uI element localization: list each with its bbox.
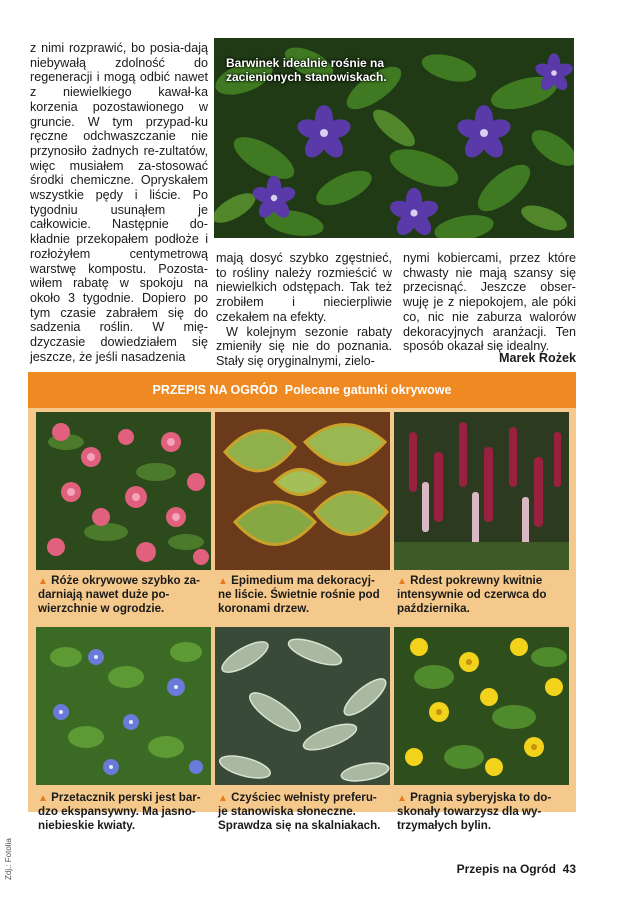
triangle-icon: ▲: [38, 576, 48, 587]
tile-caption: ▲ Rdest pokrewny kwitnie intensywnie od czerwca do października.: [397, 574, 547, 615]
rose-photo: [36, 412, 211, 570]
article-paragraph: z nimi rozprawić, bo posia-dają niebywałą zdolność do regeneracji i mogą odbić nawet z niewielkiego kawał-ka korzenia pozostawionego w gruncie. W tym przypad-ku ręczne odchwaszczanie nie przynosiło żadnych re-zultatów, więc musiałem za-stosować środki chemiczne. Opryskałem wszystkie pędy i liście. Po tygodniu usunąłem je całkowicie. Następnie do-kładnie przekopałem podłoże i rozłożyłem centymetrową warstwę kompostu. Pozosta-wiłem rabatę w spokoju na około 3 tygodnie. Dopiero po tym czasie zabrałem się do sadzenia roślin. W mię-dzyczasie dowiedziałem się jeszcze, że jeśli nasadzenia: [30, 41, 208, 364]
article-column-1: [30, 41, 208, 364]
bistort-photo: [394, 412, 569, 570]
box-header-subtitle: Polecane gatunki okrywowe: [284, 383, 452, 397]
author-name: Marek Rożek: [499, 351, 576, 365]
tile-caption: ▲ Róże okrywowe szybko za-darniają nawet duże po-wierzchnie w ogrodzie.: [38, 574, 200, 615]
photo-credit: Zdj.: Fotolia: [4, 838, 13, 880]
footer-section: Przepis na Ogród: [456, 862, 556, 876]
triangle-icon: ▲: [218, 576, 228, 587]
article-column-3: [403, 251, 576, 354]
article-paragraph: mają dosyć szybko zgęstnieć, to rośliny należy rozmieścić w niewielkich odstępach. Tak też zrobiłem i niecierpliwie czekałem na efekty.: [216, 251, 392, 324]
speedwell-photo: [36, 627, 211, 785]
article-paragraph: nymi kobiercami, przez które chwasty nie mają szansy się przecisnąć. Jeszcze obser-wuję je z niepokojem, ale póki co, nic nie zaburza walorów dekoracyjnych aranżacji. Ten sposób okazał się idealny.: [403, 251, 576, 354]
triangle-icon: ▲: [218, 793, 228, 804]
triangle-icon: ▲: [397, 793, 407, 804]
photo-caption: Barwinek idealnie rośnie na zacienionych stanowiskach.: [226, 56, 387, 84]
box-header-title: PRZEPIS NA OGRÓD: [152, 383, 278, 397]
page-number: 43: [562, 862, 576, 876]
triangle-icon: ▲: [397, 576, 407, 587]
tile-caption: ▲ Czyściec wełnisty preferu-je stanowiska słoneczne. Sprawdza się na skalniakach.: [218, 791, 381, 832]
article-column-2: [216, 251, 392, 369]
article-paragraph: W kolejnym sezonie rabaty zmieniły się nie do poznania. Stały się oryginalnymi, zielo-: [216, 324, 392, 368]
waldsteinia-photo: [394, 627, 569, 785]
box-header: [28, 377, 576, 403]
page-footer: [457, 862, 576, 876]
lambs-ear-photo: [215, 627, 390, 785]
tile-caption: ▲ Epimedium ma dekoracyj-ne liście. Świetnie rośnie pod koronami drzew.: [218, 574, 380, 615]
tile-caption: ▲ Pragnia syberyjska to do-skonały towarzysz dla wy-trzymałych bylin.: [397, 791, 552, 832]
epimedium-photo: [215, 412, 390, 570]
triangle-icon: ▲: [38, 793, 48, 804]
tile-caption: ▲ Przetacznik perski jest bar-dzo ekspansywny. Ma jasno-niebieskie kwiaty.: [38, 791, 201, 832]
